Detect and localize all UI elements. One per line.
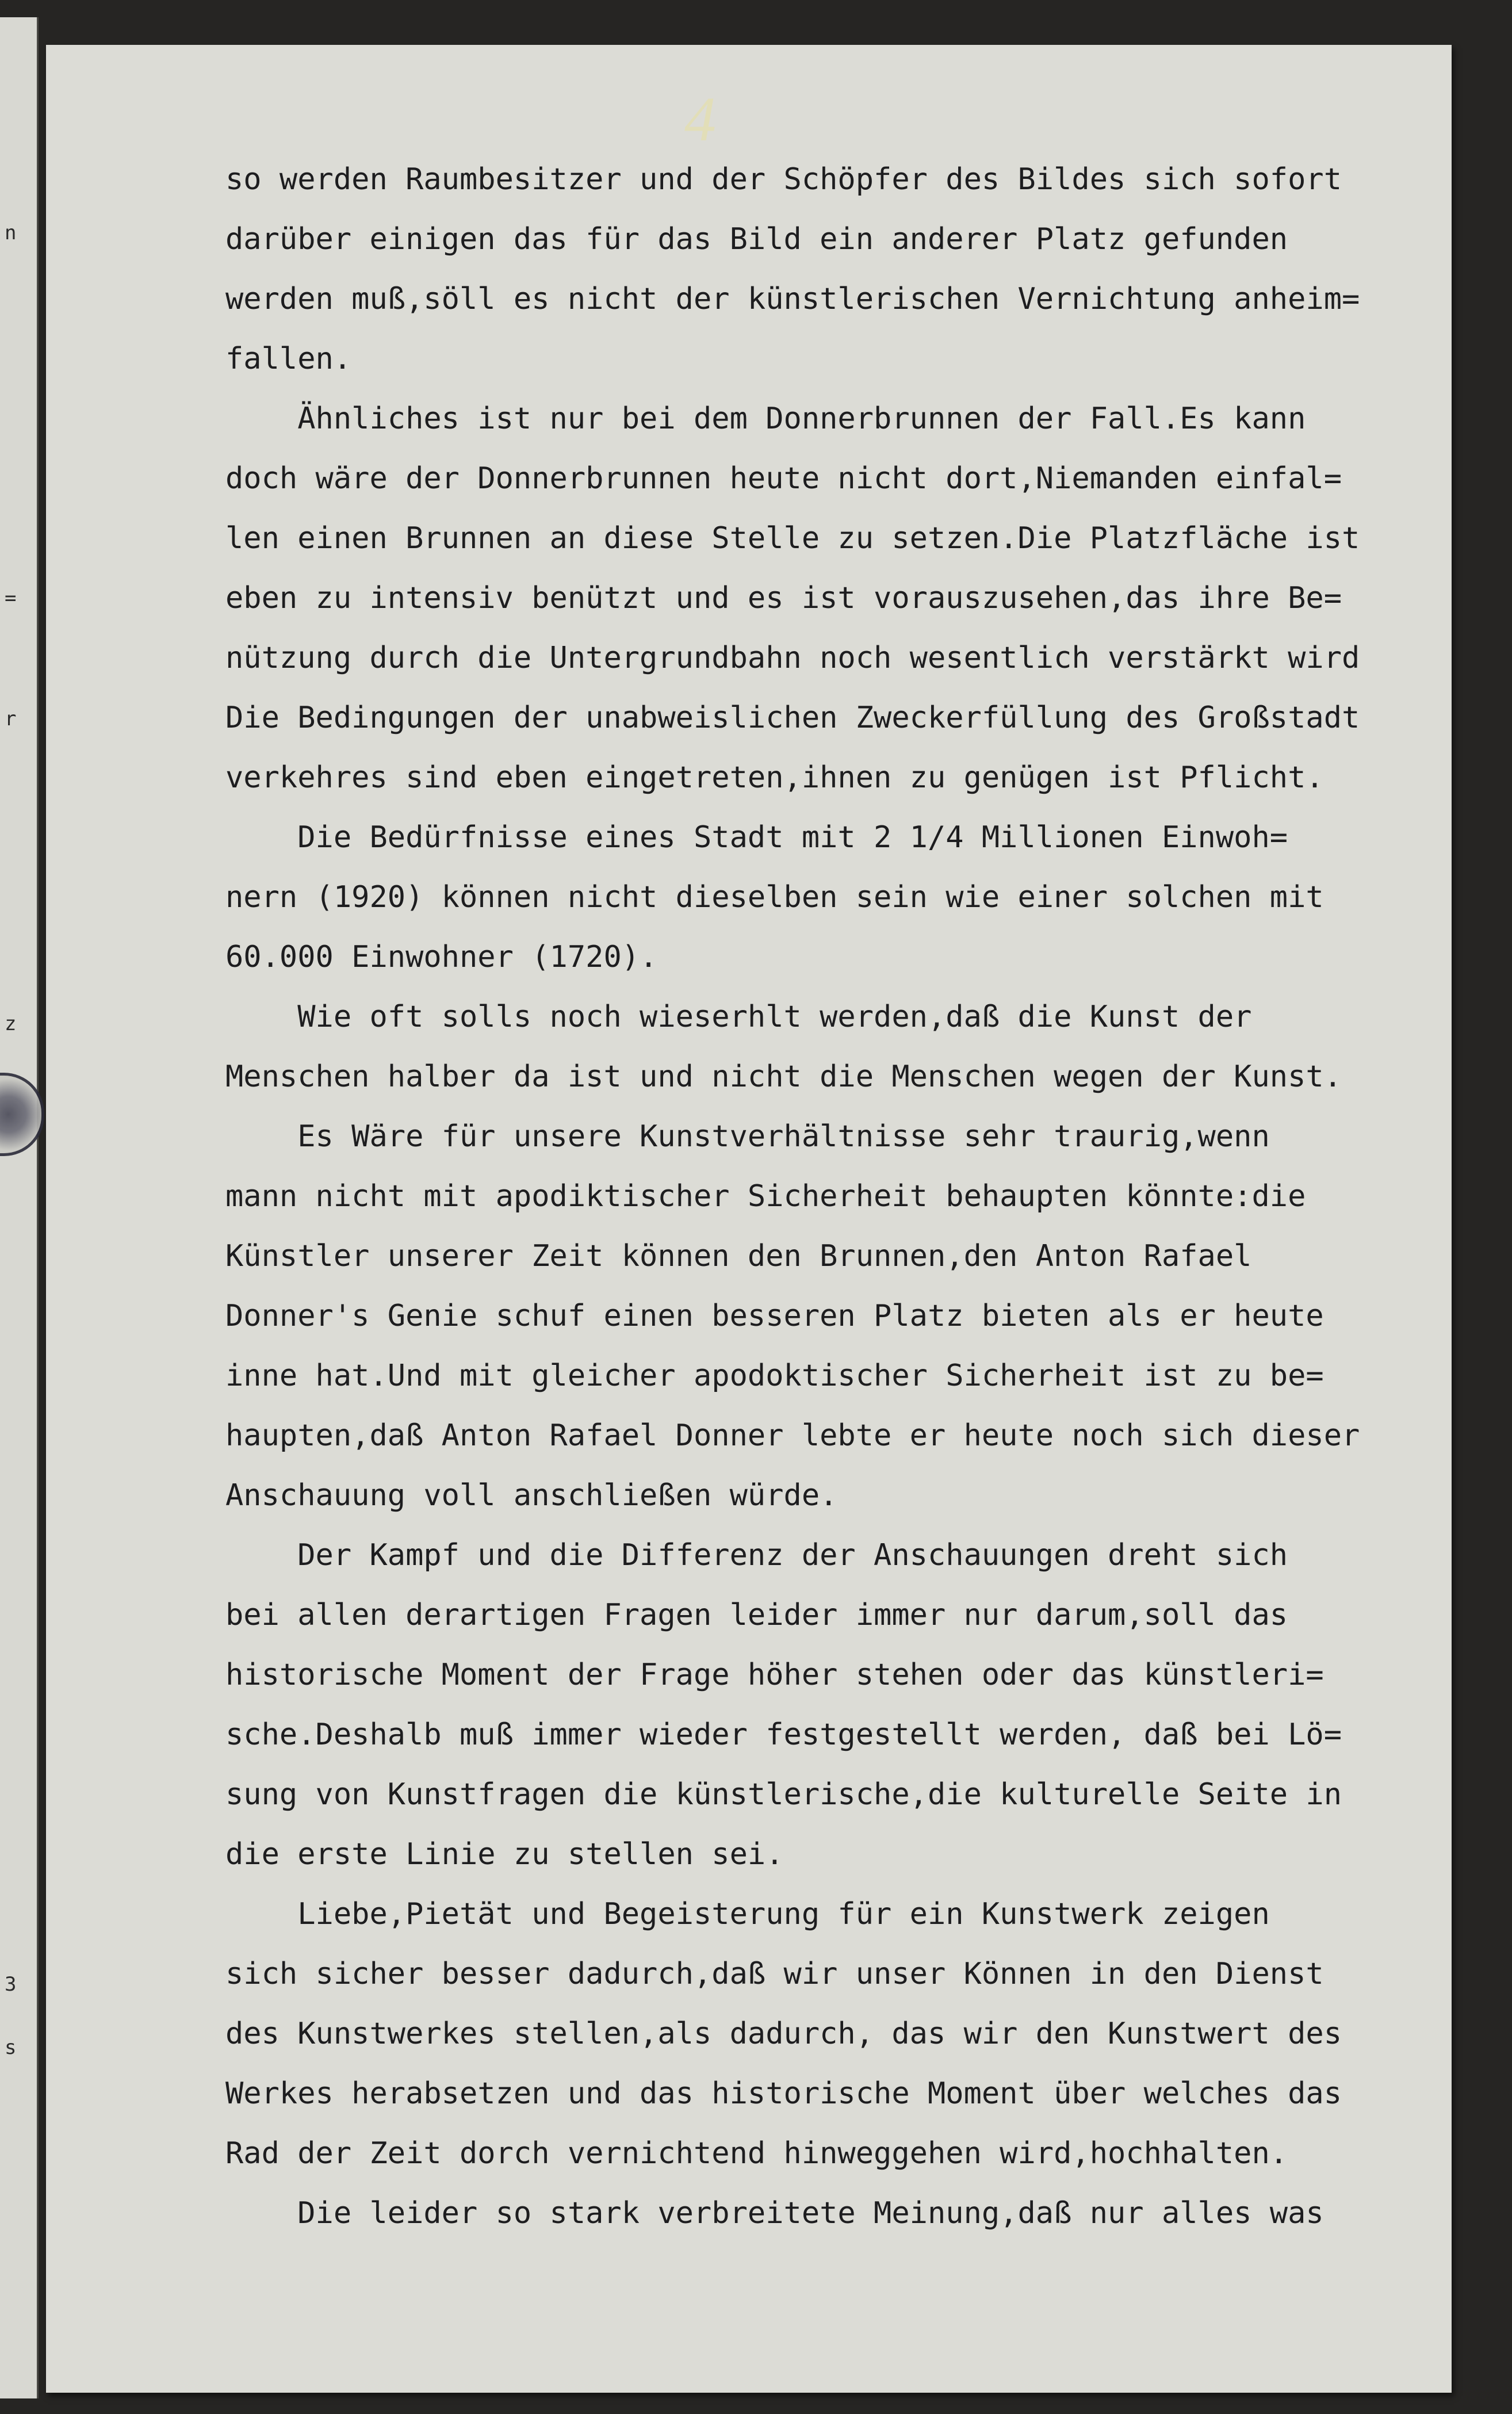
text-line: len einen Brunnen an diese Stelle zu setzen.Die Platzfläche ist xyxy=(225,521,1360,556)
text-line: sung von Kunstfragen die künstlerische,die kulturelle Seite in xyxy=(225,1777,1342,1812)
margin-char: 3 xyxy=(5,1973,17,1996)
text-line: doch wäre der Donnerbrunnen heute nicht dort,Niemanden einfal= xyxy=(225,461,1342,496)
text-line: Donner's Genie schuf einen besseren Platz bieten als er heute xyxy=(225,1299,1324,1333)
text-line: Ähnliches ist nur bei dem Donnerbrunnen der Fall.Es kann xyxy=(225,401,1306,436)
text-line: Menschen halber da ist und nicht die Menschen wegen der Kunst. xyxy=(225,1059,1342,1094)
text-line: Die Bedingungen der unabweislichen Zweckerfüllung des Großstadt xyxy=(225,701,1360,735)
text-line: 60.000 Einwohner (1720). xyxy=(225,940,658,974)
text-line: darüber einigen das für das Bild ein anderer Platz gefunden xyxy=(225,222,1288,257)
text-line: mann nicht mit apodiktischer Sicherheit behaupten könnte:die xyxy=(225,1179,1306,1214)
text-line: Wie oft solls noch wieserhlt werden,daß die Kunst der xyxy=(225,1000,1252,1034)
text-line: nützung durch die Untergrundbahn noch wesentlich verstärkt wird xyxy=(225,641,1360,675)
text-line: historische Moment der Frage höher stehen oder das künstleri= xyxy=(225,1658,1324,1692)
margin-char: = xyxy=(5,587,17,610)
margin-char: z xyxy=(5,1012,17,1035)
text-line: verkehres sind eben eingetreten,ihnen zu genügen ist Pflicht. xyxy=(225,760,1324,795)
text-line: Anschauung voll anschließen würde. xyxy=(225,1478,838,1513)
text-line: haupten,daß Anton Rafael Donner lebte er heute noch sich dieser xyxy=(225,1418,1360,1453)
text-line: werden muß,söll es nicht der künstlerischen Vernichtung anheim= xyxy=(225,282,1360,316)
text-line: eben zu intensiv benützt und es ist vorauszusehen,das ihre Be= xyxy=(225,581,1342,615)
text-line: bei allen derartigen Fragen leider immer nur darum,soll das xyxy=(225,1598,1288,1632)
text-line: Liebe,Pietät und Begeisterung für ein Kunstwerk zeigen xyxy=(225,1897,1270,1931)
text-line: Es Wäre für unsere Kunstverhältnisse sehr traurig,wenn xyxy=(225,1119,1270,1154)
text-line: Rad der Zeit dorch vernichtend hinweggehen wird,hochhalten. xyxy=(225,2136,1288,2171)
text-line: des Kunstwerkes stellen,als dadurch, das wir den Kunstwert des xyxy=(225,2017,1342,2051)
text-line: fallen. xyxy=(225,342,352,376)
text-line: Künstler unserer Zeit können den Brunnen,den Anton Rafael xyxy=(225,1239,1252,1273)
text-line: Die Bedürfnisse eines Stadt mit 2 1/4 Millionen Einwoh= xyxy=(225,820,1288,855)
page-number-mark: 4 xyxy=(684,84,739,154)
document-page xyxy=(46,45,1452,2393)
text-line: Werkes herabsetzen und das historische Moment über welches das xyxy=(225,2076,1342,2111)
text-line: die erste Linie zu stellen sei. xyxy=(225,1837,784,1872)
previous-page-edge xyxy=(0,17,39,2398)
text-line: so werden Raumbesitzer und der Schöpfer des Bildes sich sofort xyxy=(225,162,1342,197)
margin-char: r xyxy=(5,707,17,730)
text-line: sich sicher besser dadurch,daß wir unser Können in den Dienst xyxy=(225,1957,1324,1991)
typescript-body xyxy=(225,150,1462,2243)
text-line: Der Kampf und die Differenz der Anschauungen dreht sich xyxy=(225,1538,1288,1573)
text-line: inne hat.Und mit gleicher apodoktischer Sicherheit ist zu be= xyxy=(225,1359,1324,1393)
margin-char: n xyxy=(5,221,17,244)
margin-char: s xyxy=(5,2036,17,2059)
text-line: nern (1920) können nicht dieselben sein wie einer solchen mit xyxy=(225,880,1324,915)
text-line: Die leider so stark verbreitete Meinung,daß nur alles was xyxy=(225,2196,1324,2231)
text-line: sche.Deshalb muß immer wieder festgestellt werden, daß bei Lö= xyxy=(225,1717,1342,1752)
